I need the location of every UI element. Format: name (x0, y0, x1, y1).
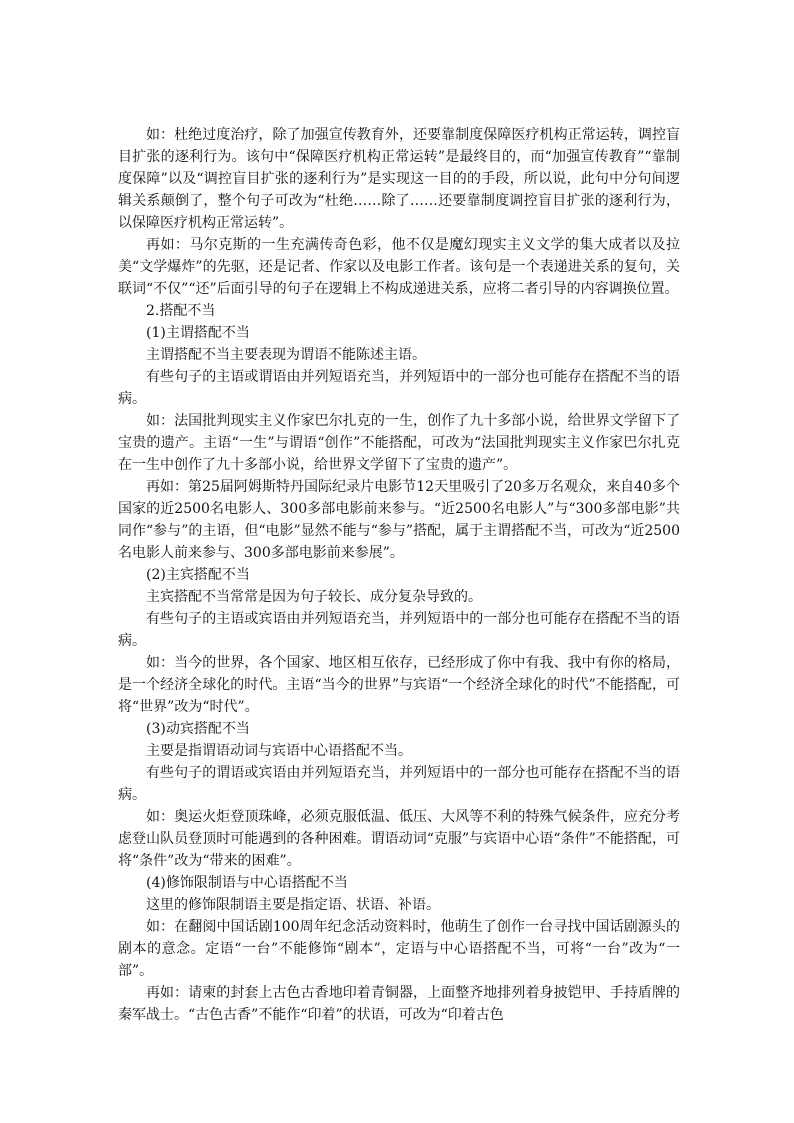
subheading-subject-predicate: (1)主谓搭配不当 (146, 325, 250, 341)
subheading-subject-object: (2)主宾搭配不当 (146, 567, 250, 583)
subheading-modifier-head: (4)修饰限制语与中心语搭配不当 (146, 875, 348, 891)
paragraph-subject-predicate-note: 有些句子的主语或谓语由并列短语充当，并列短语中的一部分也可能存在搭配不当的语病。 (118, 369, 680, 407)
paragraph-subject-predicate-definition: 主谓搭配不当主要表现为谓语不能陈述主语。 (146, 347, 426, 363)
document-body (118, 124, 680, 1026)
paragraph-subject-object-note: 有些句子的主语或宾语由并列短语充当，并列短语中的一部分也可能存在搭配不当的语病。 (118, 611, 680, 649)
paragraph-subject-object-definition: 主宾搭配不当常常是因为句子较长、成分复杂导致的。 (146, 589, 482, 605)
paragraph-example-drama: 如：在翻阅中国话剧100周年纪念活动资料时，他萌生了创作一台寻找中国话剧源头的剧本的意念。定语“一台”不能修饰“剧本”，定语与中心语搭配不当，可将“一台”改为“一部”。 (118, 919, 680, 979)
paragraph-verb-object-definition: 主要是指谓语动词与宾语中心语搭配不当。 (146, 743, 412, 759)
paragraph-verb-object-note: 有些句子的谓语或宾语由并列短语充当，并列短语中的一部分也可能存在搭配不当的语病。 (118, 765, 680, 803)
paragraph-example-amsterdam: 再如：第25届阿姆斯特丹国际纪录片电影节12天里吸引了20多万名观众，来自40多个国家的近2500名电影人、300多部电影前来参与。“近2500名电影人”与“300多部电影”共同作“参与”的主语，但“电影”显然不能与“参与”搭配，属于主谓搭配不当，可改为“近2500名电影人前来参与、300多部电影前来参展”。 (118, 479, 680, 561)
paragraph-example-overtreatment: 如：杜绝过度治疗，除了加强宣传教育外，还要靠制度保障医疗机构正常运转，调控盲目扩张的逐利行为。该句中“保障医疗机构正常运转”是最终目的，而“加强宣传教育”“靠制度保障”以及“调控盲目扩张的逐利行为”是实现这一目的的手段，所以说，此句中分句间逻辑关系颠倒了，整个句子可改为“杜绝……除了……还要靠制度调控盲目扩张的逐利行为，以保障医疗机构正常运转”。 (118, 127, 680, 231)
paragraph-example-torch: 如：奥运火炬登顶珠峰，必须克服低温、低压、大风等不利的特殊气候条件，应充分考虑登山队员登顶时可能遇到的各种困难。谓语动词“克服”与宾语中心语“条件”不能搭配，可将“条件”改为“带来的困难”。 (118, 809, 680, 869)
paragraph-example-invitation: 再如：请柬的封套上古色古香地印着青铜器，上面整齐地排列着身披铠甲、手持盾牌的秦军战士。“古色古香”不能作“印着”的状语，可改为“印着古色 (118, 985, 680, 1023)
paragraph-example-marquez: 再如：马尔克斯的一生充满传奇色彩，他不仅是魔幻现实主义文学的集大成者以及拉美“文学爆炸”的先驱，还是记者、作家以及电影工作者。该句是一个表递进关系的复句，关联词“不仅”“还”后面引导的句子在逻辑上不构成递进关系，应将二者引导的内容调换位置。 (118, 237, 680, 297)
section-heading-collocation: 2.搭配不当 (146, 303, 216, 319)
paragraph-example-world: 如：当今的世界，各个国家、地区相互依存，已经形成了你中有我、我中有你的格局，是一个经济全球化的时代。主语“当今的世界”与宾语“一个经济全球化的时代”不能搭配，可将“世界”改为“时代”。 (118, 655, 680, 715)
paragraph-example-balzac: 如：法国批判现实主义作家巴尔扎克的一生，创作了九十多部小说，给世界文学留下了宝贵的遗产。主语“一生”与谓语“创作”不能搭配，可改为“法国批判现实主义作家巴尔扎克在一生中创作了九十多部小说，给世界文学留下了宝贵的遗产”。 (118, 413, 680, 473)
paragraph-modifier-definition: 这里的修饰限制语主要是指定语、状语、补语。 (146, 897, 440, 913)
subheading-verb-object: (3)动宾搭配不当 (146, 721, 250, 737)
